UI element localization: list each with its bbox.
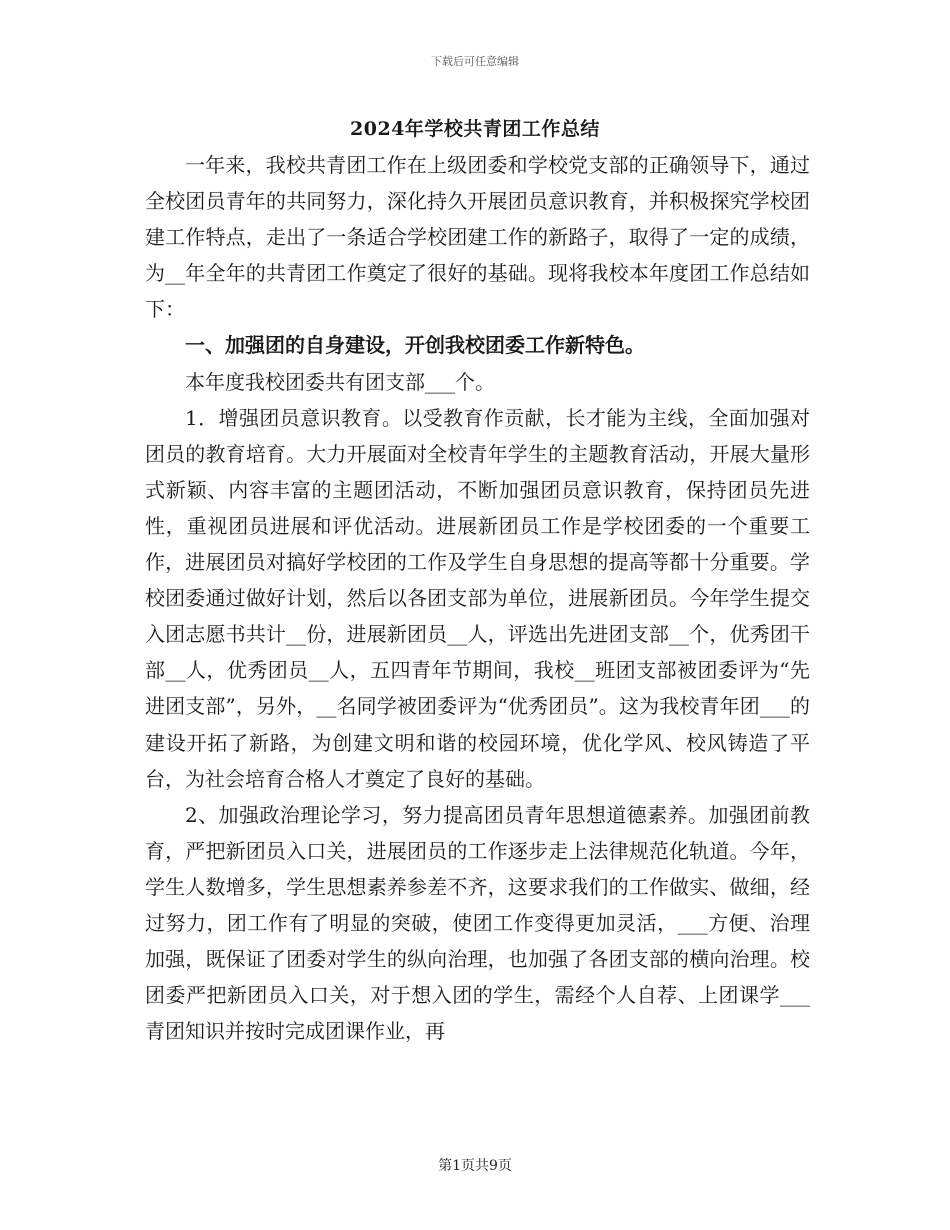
header-note: 下载后可任意编辑 — [431, 55, 519, 68]
branch-count-paragraph: 本年度我校团委共有团支部___个。 — [185, 369, 495, 394]
document-body — [145, 147, 810, 1049]
section-heading: 一、加强团的自身建设，开创我校团委工作新特色。 — [185, 333, 645, 358]
item-1-paragraph: 1．增强团员意识教育。以受教育作贡献，长才能为主线，全面加强对团员的教育培育。大力开展面对全校青年学生的主题教育活动，开展大量形式新颖、内容丰富的主题团活动，不断加强团员意识教育，保持团员先进性，重视团员进展和评优活动。进展新团员工作是学校团委的一个重要工作，进展团员对搞好学校团的工作及学生自身思想的提高等都十分重要。学校团委通过做好计划，然后以各团支部为单位，进展新团员。今年学生提交入团志愿书共计__份，进展新团员__人，评选出先进团支部__个，优秀团干部__人，优秀团员__人，五四青年节期间，我校__班团支部被团委评为“先进团支部”，另外，__名同学被团委评为“优秀团员”。这为我校青年团___的建设开拓了新路，为创建文明和谐的校园环境，优化学风、校风铸造了平台，为社会培育合格人才奠定了良好的基础。 — [145, 405, 810, 791]
intro-paragraph: 一年来，我校共青团工作在上级团委和学校党支部的正确领导下，通过全校团员青年的共同努力，深化持久开展团员意识教育，并积极探究学校团建工作特点，走出了一条适合学校团建工作的新路子，取得了一定的成绩，为__年全年的共青团工作奠定了很好的基础。现将我校本年度团工作总结如下： — [145, 153, 810, 322]
page-number: 第1页共9页 — [438, 1158, 512, 1174]
document-title: 2024年学校共青团工作总结 — [350, 118, 600, 140]
item-2-paragraph: 2、加强政治理论学习，努力提高团员青年思想道德素养。加强团前教育，严把新团员入口关，进展团员的工作逐步走上法律规范化轨道。今年，学生人数增多，学生思想素养参差不齐，这要求我们的工作做实、做细，经过努力，团工作有了明显的突破，使团工作变得更加灵活，___方便、治理加强，既保证了团委对学生的纵向治理，也加强了各团支部的横向治理。校团委严把新团员入口关，对于想入团的学生，需经个人自荐、上团课学___青团知识并按时完成团课作业，再 — [145, 802, 810, 1044]
